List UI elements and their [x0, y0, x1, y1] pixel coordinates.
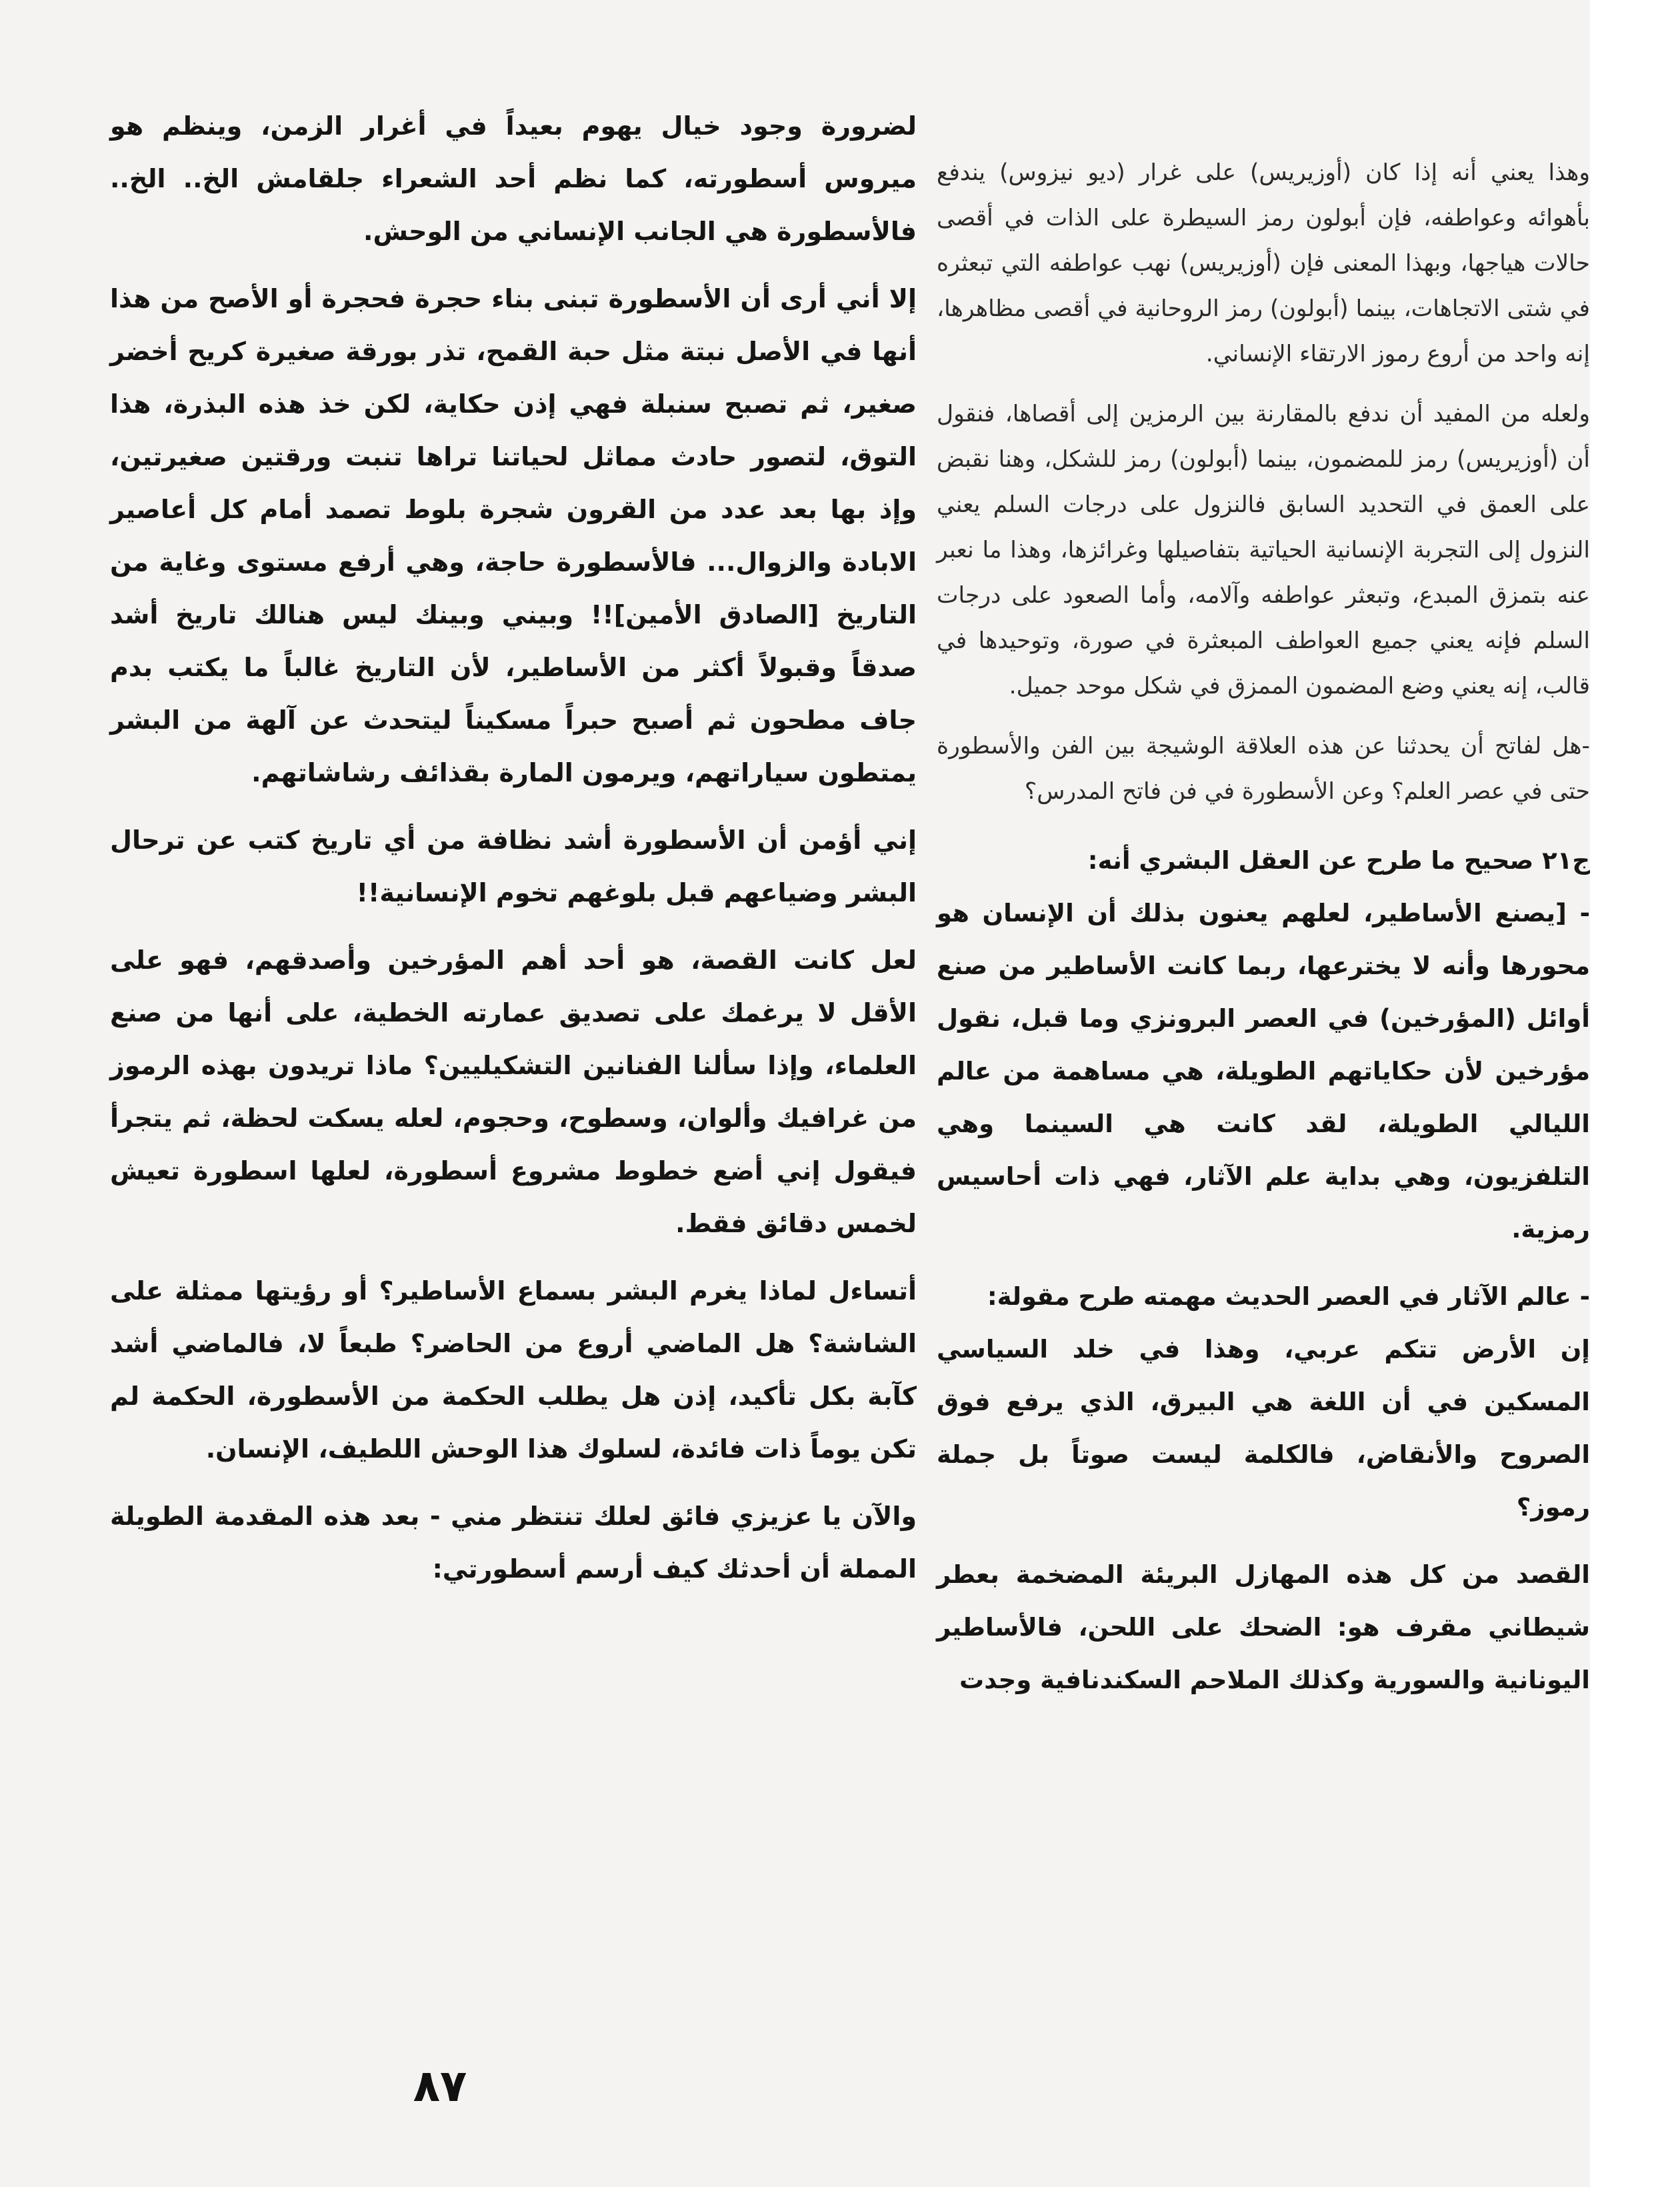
- paragraph: إن الأرض تتكم عربي، وهذا في خلد السياسي المسكين في أن اللغة هي البيرق، الذي يرفع فوق الصروح والأنقاض، فالكلمة ليست صوتاً بل جملة رموز؟: [937, 1335, 1590, 1522]
- paragraph: وهذا يعني أنه إذا كان (أوزيريس) على غرار (ديو نيزوس) يندفع بأهوائه وعواطفه، فإن أبولون رمز السيطرة على الذات في أقصى حالات هياجها، وبهذا المعنى فإن (أوزيريس) نهب عواطفه التي تبعثره في شتى الاتجاهات، بينما (أبولون) رمز الروحانية في أقصى مظاهرها، إنه واحد من أروع رموز الارتقاء الإنساني.: [937, 159, 1590, 367]
- paragraph: أتساءل لماذا يغرم البشر بسماع الأساطير؟ أو رؤيتها ممثلة على الشاشة؟ هل الماضي أروع من الحاضر؟ طبعاً لا، فالماضي أشد كآبة بكل تأكيد، إذن هل يطلب الحكمة من الأسطورة، الحكمة لم تكن يوماً ذات فائدة، لسلوك هذا الوحش اللطيف، الإنسان.: [110, 1276, 917, 1464]
- page-number: ٨٧: [413, 2060, 467, 2112]
- left-text-column: [110, 100, 917, 1596]
- scan-margin: [1590, 0, 1680, 2187]
- paragraph: والآن يا عزيزي فائق لعلك تنتظر مني - بعد هذه المقدمة الطويلة المملة أن أحدثك كيف أرسم أسطورتي:: [110, 1502, 917, 1584]
- paragraph: إلا أني أرى أن الأسطورة تبنى بناء حجرة فحجرة أو الأصح من هذا أنها في الأصل نبتة مثل حبة القمح، تذر بورقة صغيرة كريح أخضر صغير، ثم تصبح سنبلة فهي إذن حكاية، لكن خذ هذه البذرة، هذا التوق، لتصور حادث مماثل لحياتنا تراها تنبت ورقتين صغيرتين، وإذ بها بعد عدد من القرون شجرة بلوط تصمد أمام كل أعاصير الابادة والزوال... فالأسطورة حاجة، وهي أرفع مستوى وغاية من التاريخ [الصادق الأمين]!! وبيني وبينك ليس هنالك تاريخ أشد صدقاً وقبولاً أكثر من الأساطير، لأن التاريخ غالباً ما يكتب بدم جاف مطحون ثم أصبح حبراً مسكيناً ليتحدث عن آلهة من البشر يمتطون سياراتهم، ويرمون المارة بقذائف رشاشاتهم.: [110, 284, 917, 787]
- paragraph: - [يصنع الأساطير، لعلهم يعنون بذلك أن الإنسان هو محورها وأنه لا يخترعها، ربما كانت الأساطير من صنع أوائل (المؤرخين) في العصر البرونزي وما قبل، نقول مؤرخين لأن حكاياتهم الطويلة، هي مساهمة من عالم الليالي الطويلة، لقد كانت هي السينما وهي التلفزيون، وهي بداية علم الآثار، فهي ذات أحاسيس رمزية.: [937, 899, 1590, 1244]
- answer-section: [937, 834, 1590, 1706]
- paragraph: - عالم الآثار في العصر الحديث مهمته طرح مقولة:: [987, 1282, 1590, 1311]
- paragraph: القصد من كل هذه المهازل البريئة المضخمة بعطر شيطاني مقرف هو: الضحك على اللحن، فالأساطير اليونانية والسورية وكذلك الملاحم السكندنافية وجدت: [937, 1560, 1590, 1694]
- paragraph: لضرورة وجود خيال يهوم بعيداً في أغرار الزمن، وينظم هو ميروس أسطورته، كما نظم أحد الشعراء جلقامش الخ.. الخ.. فالأسطورة هي الجانب الإنساني من الوحش.: [110, 111, 917, 246]
- right-text-column: [937, 150, 1590, 1706]
- question-paragraph: -هل لفاتح أن يحدثنا عن هذه العلاقة الوشيجة بين الفن والأسطورة حتى في عصر العلم؟ وعن الأسطورة في فن فاتح المدرس؟: [937, 733, 1590, 805]
- paragraph: ولعله من المفيد أن ندفع بالمقارنة بين الرمزين إلى أقصاها، فنقول أن (أوزيريس) رمز للمضمون، بينما (أبولون) رمز للشكل، وهنا نقبض على العمق في التحديد السابق فالنزول على درجات السلم يعني النزول إلى التجربة الإنسانية الحياتية بتفاصيلها وغرائزها، وهذا ما نعبر عنه بتمزق المبدع، وتبعثر عواطفه وآلامه، وأما الصعود على درجات السلم فإنه يعني جميع العواطف المبعثرة في صورة، وتوحيدها في قالب، إنه يعني وضع المضمون الممزق في شكل موحد جميل.: [937, 401, 1590, 699]
- answer-heading: ج٢١ صحيح ما طرح عن العقل البشري أنه:: [1087, 846, 1590, 875]
- paragraph: لعل كانت القصة، هو أحد أهم المؤرخين وأصدقهم، فهو على الأقل لا يرغمك على تصديق عمارته الخطية، على أنها من صنع العلماء، وإذا سألنا الفنانين التشكيليين؟ ماذا تريدون بهذه الرموز من غرافيك وألوان، وسطوح، وحجوم، لعله يسكت لحظة، ثم يتجرأ فيقول إني أضع خطوط مشروع أسطورة، لعلها اسطورة تعيش لخمس دقائق فقط.: [110, 945, 917, 1238]
- paragraph: إني أؤمن أن الأسطورة أشد نظافة من أي تاريخ كتب عن ترحال البشر وضياعهم قبل بلوغهم تخوم الإنسانية!!: [110, 825, 917, 907]
